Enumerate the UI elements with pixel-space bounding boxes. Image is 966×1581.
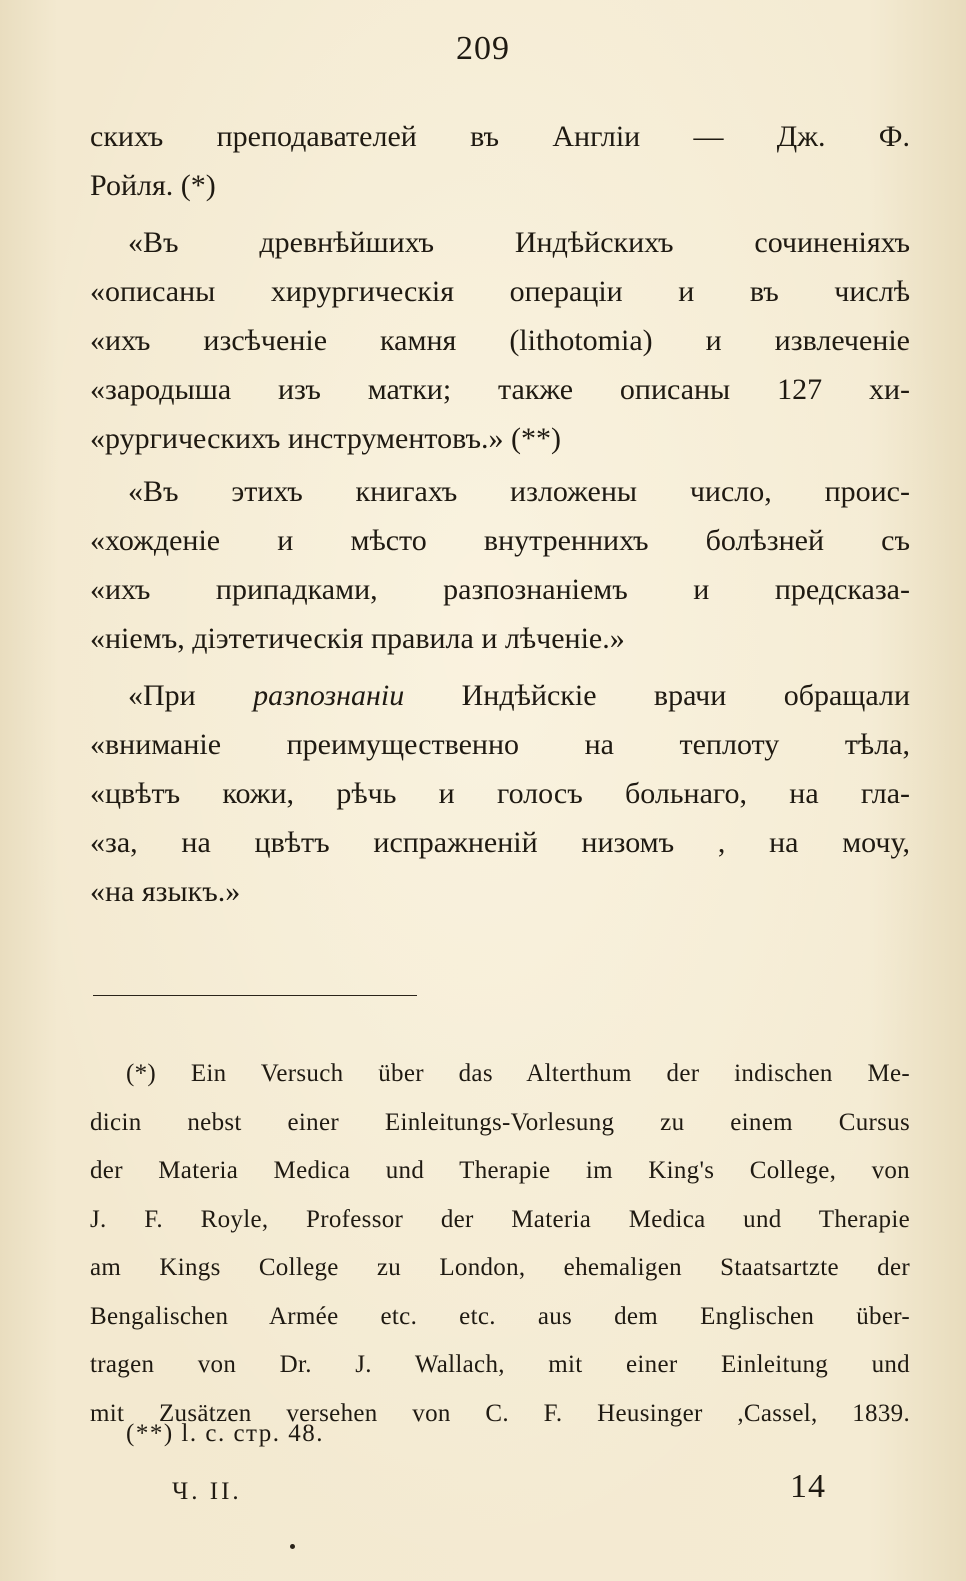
text-line: «ихъ изсѣченіе камня (lithotomia) и извлеченіе bbox=[90, 324, 910, 357]
footnote-rule bbox=[93, 995, 417, 996]
text-line: «Въ этихъ книгахъ изложены число, проис- bbox=[128, 475, 910, 508]
text-line-rest: Индѣйскіе врачи обращали bbox=[404, 679, 910, 712]
text-line: «описаны хирургическія операціи и въ числѣ bbox=[90, 275, 910, 308]
text-line: «хожденіе и мѣсто внутреннихъ болѣзней съ bbox=[90, 524, 910, 557]
footnote-line: (*) Ein Versuch über das Alterthum der indischen Me- bbox=[126, 1060, 910, 1087]
text-line: «зародыша изъ матки; также описаны 127 хи- bbox=[90, 373, 910, 406]
footnote-line: mit Zusätzen versehen von C. F. Heusinger ,Cassel, 1839. bbox=[90, 1399, 910, 1427]
footnote-line: Bengalischen Armée etc. etc. aus dem Englischen über- bbox=[90, 1302, 910, 1330]
signature-mark: Ч. II. bbox=[172, 1478, 242, 1505]
text-line: «Въ древнѣйшихъ Индѣйскихъ сочиненіяхъ bbox=[128, 226, 910, 259]
text-line-start: «При bbox=[128, 679, 254, 712]
text-line: «за, на цвѣтъ испражненій низомъ , на мочу, bbox=[90, 826, 910, 859]
footnote-2: (**) l. c. стр. 48. bbox=[126, 1420, 325, 1447]
footnote-line: am Kings College zu London, ehemaligen Staatsartzte der bbox=[90, 1254, 910, 1281]
italic-word: разпознаніи bbox=[253, 679, 405, 712]
main-text bbox=[90, 112, 910, 916]
text-line: «цвѣтъ кожи, рѣчь и голосъ больнаго, на гла- bbox=[90, 777, 910, 810]
text-line: Ройля. (*) bbox=[90, 169, 216, 202]
footnote-line: J. F. Royle, Professor der Materia Medica und Therapie bbox=[90, 1205, 910, 1233]
text-line: скихъ преподавателей въ Англіи — Дж. Ф. bbox=[90, 120, 910, 153]
ink-dot bbox=[290, 1544, 295, 1549]
text-line: «ніемъ, діэтетическія правила и лѣченіе.» bbox=[90, 622, 625, 655]
footnote-line: der Materia Medica und Therapie im King's College, von bbox=[90, 1157, 910, 1184]
footnote-line: tragen von Dr. J. Wallach, mit einer Einleitung und bbox=[90, 1351, 910, 1378]
footnote-line: dicin nebst einer Einleitungs-Vorlesung zu einem Cursus bbox=[90, 1108, 910, 1136]
text-line: «рургическихъ инструментовъ.» (**) bbox=[90, 422, 562, 455]
text-line: «на языкъ.» bbox=[90, 875, 241, 908]
text-line bbox=[90, 671, 910, 720]
footnote-1 bbox=[90, 1050, 910, 1438]
sheet-number: 14 bbox=[790, 1468, 826, 1505]
page-number: 209 bbox=[456, 30, 510, 67]
text-line: «вниманіе преимущественно на теплоту тѣла, bbox=[90, 728, 910, 761]
text-line: «ихъ припадками, разпознаніемъ и предсказа- bbox=[90, 573, 910, 606]
